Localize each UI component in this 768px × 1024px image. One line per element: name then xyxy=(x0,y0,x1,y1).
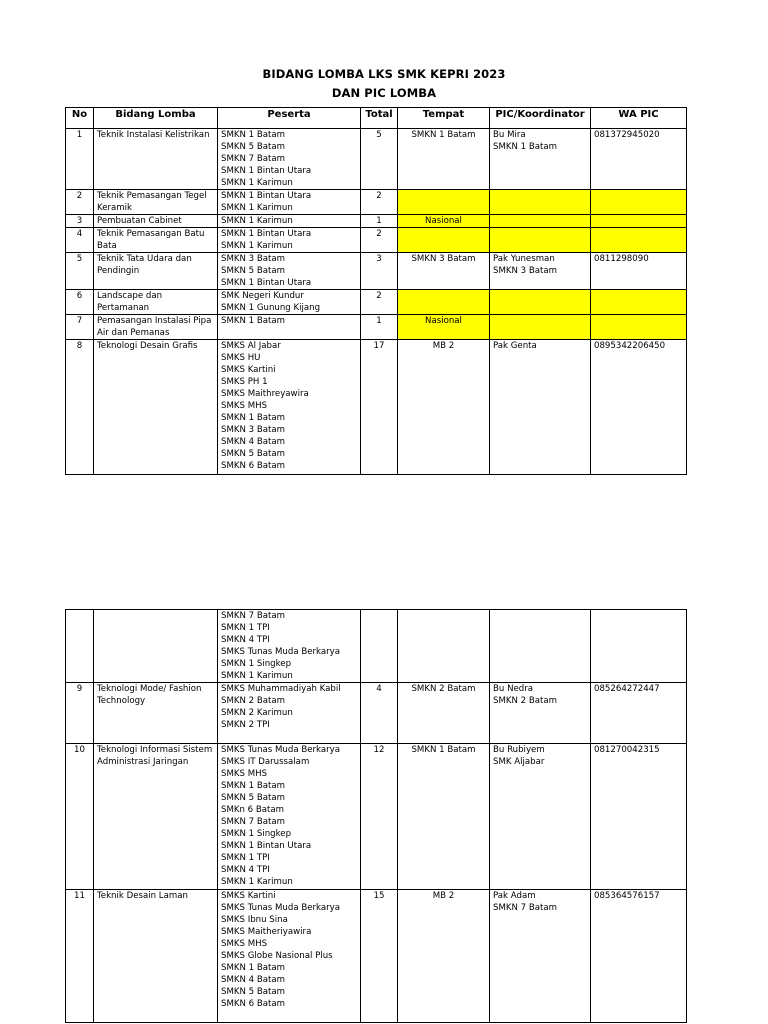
document-title: BIDANG LOMBA LKS SMK KEPRI 2023 xyxy=(262,67,506,81)
cell-total: 2 xyxy=(361,290,398,315)
header-wa-pic: WA PIC xyxy=(591,108,687,129)
cell-bidang-lomba: Teknologi Desain Grafis xyxy=(94,340,218,475)
cell-wa-pic: 0895342206450 xyxy=(591,340,687,475)
cell-pic xyxy=(490,890,591,1023)
cell-wa-pic xyxy=(591,215,687,228)
cell-peserta-line: SMKN 4 TPI xyxy=(221,865,270,875)
cell-total: 3 xyxy=(361,253,398,290)
table-row xyxy=(66,890,687,1023)
cell-wa-pic xyxy=(591,610,687,683)
cell-peserta xyxy=(218,253,361,290)
cell-pic xyxy=(490,340,591,475)
cell-bidang-lomba: Teknologi Mode/ Fashion Technology xyxy=(94,683,218,744)
cell-total: 1 xyxy=(361,215,398,228)
cell-peserta-line: SMKN 1 Singkep xyxy=(221,659,292,669)
cell-peserta xyxy=(218,315,361,340)
cell-bidang-lomba: Teknik Desain Laman xyxy=(94,890,218,1023)
cell-bidang-lomba: Teknik Instalasi Kelistrikan xyxy=(94,129,218,190)
table-row xyxy=(66,610,687,683)
cell-peserta-line: SMKN 6 Batam xyxy=(221,999,286,1009)
header-no: No xyxy=(66,108,94,129)
cell-wa-pic: 0811298090 xyxy=(591,253,687,290)
table-body-page1 xyxy=(66,129,687,475)
cell-peserta-line: SMKS IT Darussalam xyxy=(221,757,310,767)
cell-tempat xyxy=(398,190,490,215)
cell-peserta-line: SMKS Kartini xyxy=(221,365,276,375)
cell-tempat xyxy=(398,610,490,683)
cell-total: 1 xyxy=(361,315,398,340)
cell-peserta-line: SMKS Tunas Muda Berkarya xyxy=(221,903,341,913)
cell-bidang-lomba xyxy=(94,610,218,683)
cell-no: 3 xyxy=(66,215,94,228)
cell-peserta-line: SMKN 2 TPI xyxy=(221,720,270,730)
cell-tempat: SMKN 1 Batam xyxy=(398,129,490,190)
cell-peserta-line: SMKN 1 Karimun xyxy=(221,241,293,251)
cell-peserta-line: SMKS MHS xyxy=(221,939,268,949)
competition-table-page1 xyxy=(65,107,687,475)
competition-table-page2 xyxy=(65,609,687,1023)
table-row xyxy=(66,129,687,190)
cell-bidang-lomba: Teknik Pemasangan Tegel Keramik xyxy=(94,190,218,215)
cell-peserta-line: SMKN 1 Karimun xyxy=(221,216,293,226)
table-row xyxy=(66,253,687,290)
cell-peserta-line: SMKS Muhammadiyah Kabil xyxy=(221,684,341,694)
cell-no: 1 xyxy=(66,129,94,190)
cell-pic xyxy=(490,290,591,315)
header-peserta: Peserta xyxy=(218,108,361,129)
cell-pic xyxy=(490,215,591,228)
cell-tempat: Nasional xyxy=(398,215,490,228)
cell-no: 11 xyxy=(66,890,94,1023)
cell-wa-pic: 081372945020 xyxy=(591,129,687,190)
cell-pic xyxy=(490,610,591,683)
cell-peserta-line: SMKN 1 Batam xyxy=(221,963,286,973)
table-body-page2 xyxy=(66,610,687,1023)
cell-total: 17 xyxy=(361,340,398,475)
cell-peserta-line: SMKS Kartini xyxy=(221,891,276,901)
cell-total: 2 xyxy=(361,228,398,253)
cell-peserta-line: SMKN 1 Bintan Utara xyxy=(221,841,312,851)
cell-peserta-line: SMKN 3 Batam xyxy=(221,425,286,435)
cell-wa-pic xyxy=(591,315,687,340)
cell-peserta-line: SMKS Maitheriyawira xyxy=(221,927,312,937)
cell-total xyxy=(361,610,398,683)
cell-pic-line: SMKN 7 Batam xyxy=(493,903,558,913)
cell-wa-pic: 081270042315 xyxy=(591,744,687,890)
cell-bidang-lomba: Landscape dan Pertamanan xyxy=(94,290,218,315)
cell-peserta-line: SMKN 2 Karimun xyxy=(221,708,293,718)
cell-peserta-line: SMKn 6 Batam xyxy=(221,805,285,815)
cell-peserta-line: SMKN 5 Batam xyxy=(221,793,286,803)
cell-pic-line: Pak Yunesman xyxy=(493,254,555,264)
cell-peserta-line: SMKS Tunas Muda Berkarya xyxy=(221,647,341,657)
cell-tempat: SMKN 2 Batam xyxy=(398,683,490,744)
cell-tempat: SMKN 1 Batam xyxy=(398,744,490,890)
cell-pic-line: Bu Mira xyxy=(493,130,526,140)
cell-peserta xyxy=(218,890,361,1023)
cell-peserta-line: SMKN 4 TPI xyxy=(221,635,270,645)
cell-peserta-line: SMKN 1 Karimun xyxy=(221,203,293,213)
table-row xyxy=(66,340,687,475)
cell-peserta xyxy=(218,610,361,683)
cell-pic xyxy=(490,190,591,215)
cell-peserta-line: SMKN 4 Batam xyxy=(221,975,286,985)
cell-no: 10 xyxy=(66,744,94,890)
cell-bidang-lomba: Teknologi Informasi Sistem Administrasi Jaringan xyxy=(94,744,218,890)
cell-total: 5 xyxy=(361,129,398,190)
cell-pic-line: Bu Rubiyem xyxy=(493,745,545,755)
cell-total: 2 xyxy=(361,190,398,215)
cell-pic-line: SMK Aljabar xyxy=(493,757,545,767)
cell-no: 9 xyxy=(66,683,94,744)
cell-peserta-line: SMKS Ibnu Sina xyxy=(221,915,288,925)
cell-no: 8 xyxy=(66,340,94,475)
cell-peserta-line: SMKN 7 Batam xyxy=(221,817,286,827)
cell-peserta-line: SMKS MHS xyxy=(221,401,268,411)
cell-peserta-line: SMKN 7 Batam xyxy=(221,611,286,621)
cell-peserta xyxy=(218,744,361,890)
cell-peserta-line: SMKN 2 Batam xyxy=(221,696,286,706)
cell-no xyxy=(66,610,94,683)
cell-peserta-line: SMKS MHS xyxy=(221,769,268,779)
cell-peserta-line: SMKN 1 Bintan Utara xyxy=(221,229,312,239)
cell-peserta-line: SMKN 1 TPI xyxy=(221,623,270,633)
cell-bidang-lomba: Teknik Pemasangan Batu Bata xyxy=(94,228,218,253)
cell-peserta-line: SMKN 5 Batam xyxy=(221,142,286,152)
cell-peserta-line: SMKN 4 Batam xyxy=(221,437,286,447)
document-subtitle: DAN PIC LOMBA xyxy=(331,86,437,100)
cell-peserta xyxy=(218,683,361,744)
cell-peserta-line: SMKS Globe Nasional Plus xyxy=(221,951,333,961)
cell-wa-pic xyxy=(591,228,687,253)
cell-tempat xyxy=(398,228,490,253)
cell-pic-line: Bu Nedra xyxy=(493,684,534,694)
cell-peserta-line: SMKS PH 1 xyxy=(221,377,268,387)
cell-peserta-line: SMKN 5 Batam xyxy=(221,449,286,459)
cell-peserta-line: SMKS HU xyxy=(221,353,261,363)
cell-total: 15 xyxy=(361,890,398,1023)
cell-peserta-line: SMKN 1 TPI xyxy=(221,853,270,863)
table-row xyxy=(66,683,687,744)
header-pic: PIC/Koordinator xyxy=(490,108,591,129)
cell-tempat: Nasional xyxy=(398,315,490,340)
cell-pic xyxy=(490,744,591,890)
table-row xyxy=(66,290,687,315)
cell-peserta-line: SMKN 1 Karimun xyxy=(221,178,293,188)
cell-total: 12 xyxy=(361,744,398,890)
cell-tempat: MB 2 xyxy=(398,340,490,475)
cell-pic-line: SMKN 1 Batam xyxy=(493,142,558,152)
cell-peserta-line: SMKN 1 Singkep xyxy=(221,829,292,839)
cell-pic-line: SMKN 3 Batam xyxy=(493,266,558,276)
cell-peserta xyxy=(218,228,361,253)
cell-peserta-line: SMKS Al Jabar xyxy=(221,341,281,351)
cell-peserta-line: SMKN 1 Batam xyxy=(221,130,286,140)
cell-pic xyxy=(490,683,591,744)
table-row xyxy=(66,228,687,253)
header-tempat: Tempat xyxy=(398,108,490,129)
cell-tempat: MB 2 xyxy=(398,890,490,1023)
table-row xyxy=(66,190,687,215)
cell-peserta-line: SMKN 1 Bintan Utara xyxy=(221,191,312,201)
cell-wa-pic: 085264272447 xyxy=(591,683,687,744)
cell-peserta xyxy=(218,129,361,190)
table-row xyxy=(66,315,687,340)
cell-peserta xyxy=(218,340,361,475)
cell-peserta-line: SMKN 1 Bintan Utara xyxy=(221,166,312,176)
cell-peserta-line: SMKN 1 Karimun xyxy=(221,877,293,887)
cell-peserta-line: SMKN 1 Batam xyxy=(221,781,286,791)
cell-peserta-line: SMKS Tunas Muda Berkarya xyxy=(221,745,341,755)
cell-total: 4 xyxy=(361,683,398,744)
cell-no: 6 xyxy=(66,290,94,315)
cell-peserta xyxy=(218,215,361,228)
cell-pic-line: Pak Adam xyxy=(493,891,536,901)
cell-no: 7 xyxy=(66,315,94,340)
cell-peserta-line: SMKS Maithreyawira xyxy=(221,389,309,399)
table-row xyxy=(66,744,687,890)
table-row xyxy=(66,215,687,228)
cell-no: 4 xyxy=(66,228,94,253)
header-total: Total xyxy=(361,108,398,129)
cell-pic xyxy=(490,253,591,290)
cell-pic xyxy=(490,315,591,340)
cell-tempat xyxy=(398,290,490,315)
cell-peserta-line: SMKN 1 Batam xyxy=(221,316,286,326)
cell-pic xyxy=(490,228,591,253)
cell-no: 5 xyxy=(66,253,94,290)
cell-peserta-line: SMKN 1 Gunung Kijang xyxy=(221,303,321,313)
cell-peserta xyxy=(218,190,361,215)
cell-wa-pic: 085364576157 xyxy=(591,890,687,1023)
cell-bidang-lomba: Teknik Tata Udara dan Pendingin xyxy=(94,253,218,290)
header-bidang-lomba: Bidang Lomba xyxy=(94,108,218,129)
cell-peserta-line: SMK Negeri Kundur xyxy=(221,291,304,301)
cell-pic-line: Pak Genta xyxy=(493,341,537,351)
cell-peserta-line: SMKN 5 Batam xyxy=(221,266,286,276)
cell-bidang-lomba: Pembuatan Cabinet xyxy=(94,215,218,228)
cell-pic-line: SMKN 2 Batam xyxy=(493,696,558,706)
cell-peserta-line: SMKN 6 Batam xyxy=(221,461,286,471)
cell-peserta-line: SMKN 3 Batam xyxy=(221,254,286,264)
cell-peserta-line: SMKN 1 Bintan Utara xyxy=(221,278,312,288)
cell-peserta-line: SMKN 1 Karimun xyxy=(221,671,293,681)
table-header-row xyxy=(66,108,687,129)
cell-pic xyxy=(490,129,591,190)
cell-tempat: SMKN 3 Batam xyxy=(398,253,490,290)
cell-wa-pic xyxy=(591,190,687,215)
cell-peserta-line: SMKN 7 Batam xyxy=(221,154,286,164)
cell-wa-pic xyxy=(591,290,687,315)
cell-peserta-line: SMKN 5 Batam xyxy=(221,987,286,997)
cell-bidang-lomba: Pemasangan Instalasi Pipa Air dan Pemanas xyxy=(94,315,218,340)
cell-peserta xyxy=(218,290,361,315)
cell-no: 2 xyxy=(66,190,94,215)
cell-peserta-line: SMKN 1 Batam xyxy=(221,413,286,423)
